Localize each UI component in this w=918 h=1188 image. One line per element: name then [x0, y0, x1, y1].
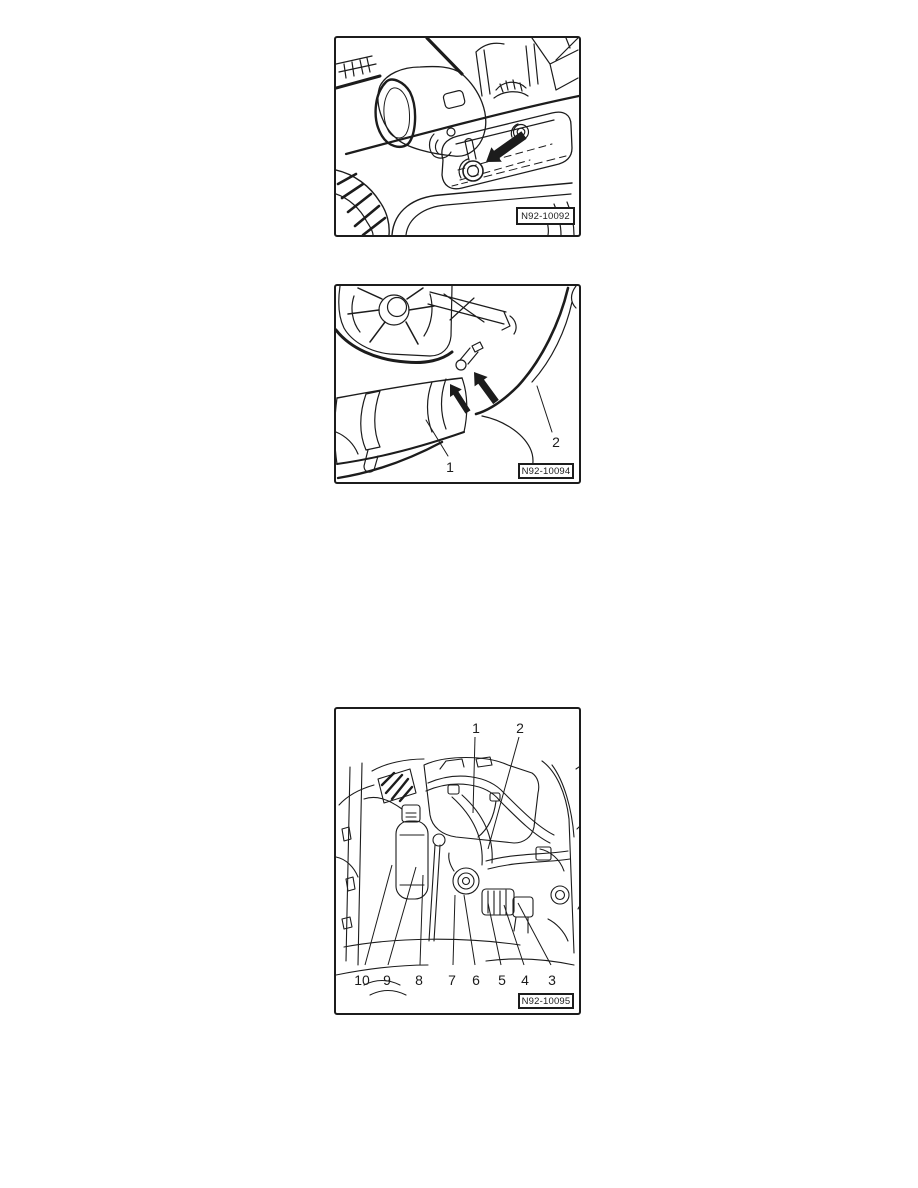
intake-hose-illustration	[336, 286, 579, 482]
pointer-arrow-icon	[486, 131, 527, 162]
callout-top-2: 2	[516, 720, 524, 736]
engine-bay-illustration	[336, 709, 579, 1013]
callout-bottom-7: 7	[448, 972, 456, 988]
figure-intake-hose-connection	[334, 284, 581, 484]
figure-engine-bay-components	[334, 707, 581, 1015]
engine-cover-bolt-illustration	[336, 38, 579, 235]
figure-engine-cover-bolt	[334, 36, 581, 237]
callout-bottom-8: 8	[415, 972, 423, 988]
callout-duct: 2	[552, 434, 560, 450]
callout-hose: 1	[446, 459, 454, 475]
figure-ref-label: N92-10092	[516, 207, 575, 225]
callout-bottom-6: 6	[472, 972, 480, 988]
figure-ref-label: N92-10095	[518, 993, 574, 1009]
callout-bottom-9: 9	[383, 972, 391, 988]
callout-bottom-3: 3	[548, 972, 556, 988]
callout-bottom-5: 5	[498, 972, 506, 988]
callout-bottom-4: 4	[521, 972, 529, 988]
callout-top-1: 1	[472, 720, 480, 736]
figure-ref-label: N92-10094	[518, 463, 574, 479]
pointer-arrow-icon	[474, 372, 499, 404]
callout-bottom-10: 10	[354, 972, 370, 988]
pointer-arrow-icon	[450, 384, 471, 414]
